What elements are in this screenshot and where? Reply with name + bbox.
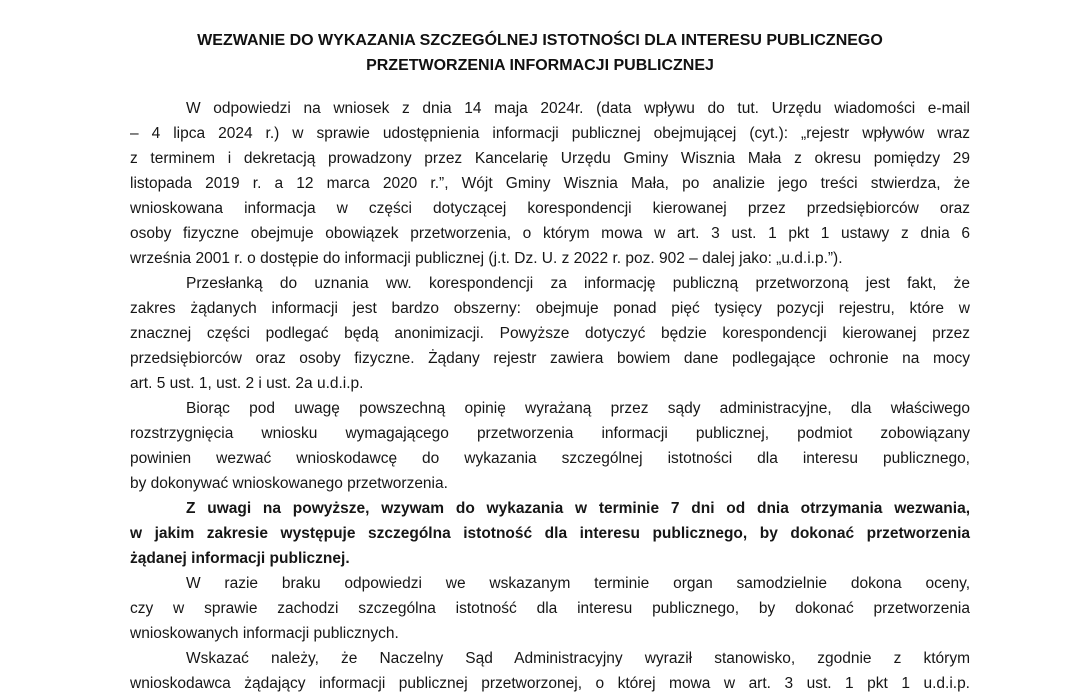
text-line: rozstrzygnięcia wniosku wymagającego przetworzenia informacji publicznej, podmiot zobowiązany <box>130 425 970 442</box>
title-line: PRZETWORZENIA INFORMACJI PUBLICZNEJ <box>366 57 714 74</box>
title-line: WEZWANIE DO WYKAZANIA SZCZEGÓLNEJ ISTOTNOŚCI DLA INTERESU PUBLICZNEGO <box>197 32 883 49</box>
text-line: zakres żądanych informacji jest bardzo obszerny: obejmuje ponad pięć tysięcy pozycji rejestru, które w <box>130 300 970 317</box>
paragraph-response <box>130 96 970 271</box>
text-line: czy w sprawie zachodzi szczególna istotność dla interesu publicznego, by dokonać przetworzenia <box>130 600 970 617</box>
text-line: listopada 2019 r. a 12 marca 2020 r.”, Wójt Gminy Wisznia Mała, po analizie jego treści stwierdza, że <box>130 175 970 192</box>
text-line: osoby fizyczne obejmuje obowiązek przetworzenia, o którym mowa w art. 3 ust. 1 pkt 1 ustawy z dnia 6 <box>130 225 970 242</box>
text-line: żądanej informacji publicznej. <box>130 550 350 567</box>
text-line: znacznej części podlegać będą anonimizacji. Powyższe dotyczyć będzie korespondencji kierowanej przez <box>130 325 970 342</box>
text-line: wnioskowanych informacji publicznych. <box>130 625 399 642</box>
paragraph-nsa <box>130 646 970 696</box>
document-body <box>130 96 970 696</box>
text-line: z terminem i dekretacją prowadzony przez Kancelarię Urzędu Gminy Wisznia Mała z okresu pomiędzy 29 <box>130 150 970 167</box>
text-line: by dokonywać wnioskowanego przetworzenia. <box>130 475 448 492</box>
paragraph-no-response <box>130 571 970 646</box>
paragraph-summons <box>130 496 970 571</box>
paragraph-premise <box>130 271 970 396</box>
text-line: Z uwagi na powyższe, wzywam do wykazania w terminie 7 dni od dnia otrzymania wezwania, <box>186 500 970 517</box>
text-line: września 2001 r. o dostępie do informacji publicznej (j.t. Dz. U. z 2022 r. poz. 902 – dalej jako: „u.d.i.p.”). <box>130 250 843 267</box>
text-line: W razie braku odpowiedzi we wskazanym terminie organ samodzielnie dokona oceny, <box>186 575 970 592</box>
text-line: art. 5 ust. 1, ust. 2 i ust. 2a u.d.i.p. <box>130 375 364 392</box>
paragraph-court-opinion <box>130 396 970 496</box>
text-line: przedsiębiorców oraz osoby fizyczne. Żądany rejestr zawiera bowiem dane podlegające ochronie na mocy <box>130 350 970 367</box>
text-line: wnioskodawca żądający informacji publicznej przetworzonej, o której mowa w art. 3 ust. 1 pkt 1 u.d.i.p. <box>130 675 970 692</box>
text-line: Przesłanką do uznania ww. korespondencji za informację publiczną przetworzoną jest fakt, że <box>186 275 970 292</box>
document-title <box>0 28 1080 78</box>
text-line: W odpowiedzi na wniosek z dnia 14 maja 2024r. (data wpływu do tut. Urzędu wiadomości e-mail <box>186 100 970 117</box>
text-line: – 4 lipca 2024 r.) w sprawie udostępnienia informacji publicznej obejmującej (cyt.): „rejestr wpływów wraz <box>130 125 970 142</box>
text-line: w jakim zakresie występuje szczególna istotność dla interesu publicznego, by dokonać przetworzenia <box>130 525 970 542</box>
text-line: Biorąc pod uwagę powszechną opinię wyrażaną przez sądy administracyjne, dla właściwego <box>186 400 970 417</box>
text-line: powinien wezwać wnioskodawcę do wykazania szczególnej istotności dla interesu publicznego, <box>130 450 970 467</box>
text-line: wnioskowana informacja w części dotyczącej korespondencji kierowanej przez przedsiębiorców oraz <box>130 200 970 217</box>
text-line: Wskazać należy, że Naczelny Sąd Administracyjny wyraził stanowisko, zgodnie z którym <box>186 650 970 667</box>
